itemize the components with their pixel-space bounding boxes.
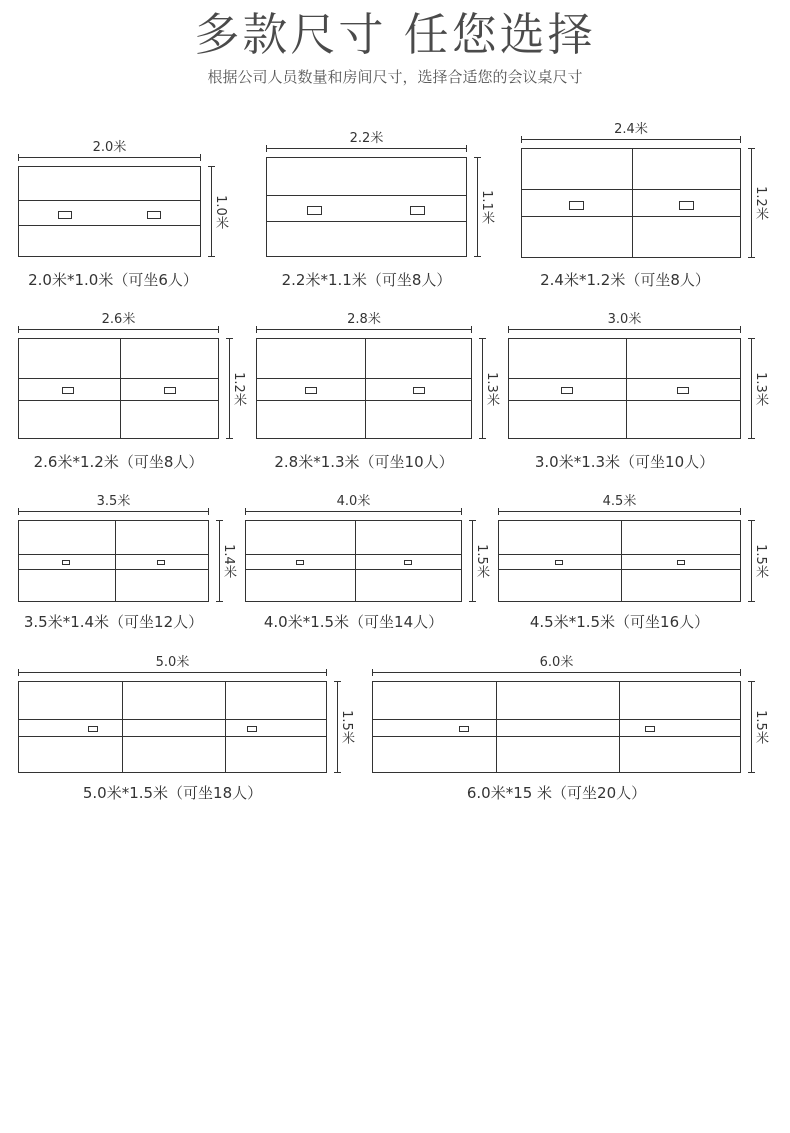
power-outlet: [307, 206, 322, 215]
power-outlet: [247, 726, 257, 732]
dimension-tick: [18, 326, 19, 333]
dimension-line: [229, 338, 230, 439]
table-caption: 5.0米*1.5米（可坐18人）: [82, 784, 263, 802]
dimension-line: [508, 329, 741, 330]
dimension-tick: [216, 601, 223, 602]
table-outline: [266, 157, 467, 257]
table-divider: [267, 195, 466, 196]
section-divider: [120, 339, 121, 438]
dimension-tick: [479, 438, 486, 439]
dimension-tick: [208, 256, 215, 257]
conference-table-11: [372, 655, 768, 773]
table-outline: [508, 338, 741, 439]
dimension-line: [751, 681, 752, 773]
dimension-line: [18, 329, 219, 330]
width-dimension: [18, 312, 219, 334]
table-divider: [499, 554, 740, 555]
power-outlet: [645, 726, 655, 732]
dimension-tick: [18, 154, 19, 161]
dimension-tick: [498, 508, 499, 515]
width-label: 2.0米: [92, 140, 127, 155]
dimension-line: [751, 338, 752, 439]
section-divider: [626, 339, 627, 438]
table-divider: [522, 216, 740, 217]
conference-table-8: [245, 494, 489, 602]
table-outline: [18, 338, 219, 439]
dimension-line: [245, 511, 462, 512]
width-dimension: [18, 655, 327, 677]
dimension-tick: [326, 669, 327, 676]
depth-dimension: [333, 681, 353, 773]
power-outlet: [147, 211, 161, 219]
power-outlet: [569, 201, 584, 210]
depth-dimension: [225, 338, 245, 439]
width-dimension: [18, 140, 201, 162]
table-divider: [19, 400, 218, 401]
dimension-tick: [245, 508, 246, 515]
power-outlet: [410, 206, 425, 215]
table-divider: [522, 189, 740, 190]
dimension-line: [211, 166, 212, 257]
dimension-tick: [461, 508, 462, 515]
width-label: 2.4米: [614, 122, 648, 137]
table-caption: 3.5米*1.4米（可坐12人）: [23, 613, 204, 631]
section-divider: [621, 521, 622, 601]
dimension-tick: [471, 326, 472, 333]
dimension-line: [482, 338, 483, 439]
depth-label: 1.5米: [753, 710, 768, 744]
table-divider: [509, 378, 740, 379]
dimension-tick: [740, 136, 741, 143]
table-caption: 4.5米*1.5米（可坐16人）: [529, 613, 710, 631]
table-outline: [521, 148, 741, 258]
dimension-tick: [200, 154, 201, 161]
power-outlet: [404, 560, 412, 565]
dimension-tick: [521, 136, 522, 143]
conference-table-5: [256, 312, 499, 439]
depth-label: 1.0米: [213, 194, 228, 229]
width-label: 5.0米: [155, 655, 190, 670]
dimension-tick: [479, 338, 486, 339]
dimension-line: [751, 148, 752, 258]
conference-table-10: [18, 655, 354, 773]
dimension-line: [372, 672, 741, 673]
dimension-tick: [372, 669, 373, 676]
table-divider: [19, 736, 326, 737]
width-dimension: [498, 494, 741, 516]
dimension-tick: [208, 166, 215, 167]
depth-label: 1.5米: [474, 544, 489, 578]
width-label: 3.0米: [607, 312, 642, 327]
table-outline: [498, 520, 741, 602]
table-divider: [19, 225, 200, 226]
dimension-tick: [748, 438, 755, 439]
dimension-line: [337, 681, 338, 773]
dimension-tick: [216, 520, 223, 521]
table-divider: [19, 554, 208, 555]
power-outlet: [62, 387, 74, 394]
power-outlet: [164, 387, 176, 394]
power-outlet: [677, 387, 689, 394]
table-divider: [499, 569, 740, 570]
dimension-tick: [226, 438, 233, 439]
depth-dimension: [747, 681, 767, 773]
table-divider: [257, 400, 471, 401]
dimension-tick: [256, 326, 257, 333]
width-dimension: [266, 131, 467, 153]
width-dimension: [508, 312, 741, 334]
power-outlet: [677, 560, 685, 565]
dimension-tick: [334, 681, 341, 682]
width-label: 4.5米: [602, 494, 637, 509]
depth-label: 1.5米: [339, 710, 354, 744]
section-divider: [365, 339, 366, 438]
section-divider: [355, 521, 356, 601]
table-outline: [18, 681, 327, 773]
table-divider: [267, 221, 466, 222]
table-caption: 6.0米*15 米（可坐20人）: [466, 784, 647, 802]
width-dimension: [372, 655, 741, 677]
dimension-line: [472, 520, 473, 602]
width-dimension: [256, 312, 472, 334]
table-divider: [19, 200, 200, 201]
table-divider: [373, 736, 740, 737]
dimension-line: [219, 520, 220, 602]
power-outlet: [561, 387, 573, 394]
dimension-tick: [748, 601, 755, 602]
width-label: 2.2米: [349, 131, 384, 146]
dimension-tick: [748, 681, 755, 682]
section-divider: [619, 682, 620, 772]
dimension-tick: [748, 520, 755, 521]
dimension-tick: [18, 508, 19, 515]
depth-dimension: [468, 520, 488, 602]
dimension-tick: [218, 326, 219, 333]
dimension-tick: [208, 508, 209, 515]
depth-label: 1.3米: [484, 371, 499, 406]
conference-table-1: [18, 140, 228, 257]
width-dimension: [245, 494, 462, 516]
width-dimension: [521, 122, 741, 144]
width-label: 3.5米: [96, 494, 131, 509]
dimension-line: [18, 157, 201, 158]
width-label: 2.8米: [347, 312, 381, 327]
width-label: 4.0米: [336, 494, 371, 509]
dimension-tick: [740, 508, 741, 515]
dimension-tick: [740, 326, 741, 333]
table-divider: [246, 554, 461, 555]
dimension-tick: [226, 338, 233, 339]
table-caption: 4.0米*1.5米（可坐14人）: [263, 613, 444, 631]
table-caption: 2.2米*1.1米（可坐8人）: [281, 271, 452, 289]
dimension-tick: [266, 145, 267, 152]
depth-dimension: [747, 338, 767, 439]
section-divider: [122, 682, 123, 772]
dimension-line: [521, 139, 741, 140]
table-outline: [372, 681, 741, 773]
dimension-tick: [748, 772, 755, 773]
table-caption: 2.0米*1.0米（可坐6人）: [28, 271, 198, 289]
dimension-tick: [748, 338, 755, 339]
dimension-tick: [474, 256, 481, 257]
depth-label: 1.5米: [753, 544, 768, 578]
power-outlet: [555, 560, 563, 565]
table-caption: 2.8米*1.3米（可坐10人）: [274, 453, 454, 471]
dimension-tick: [469, 520, 476, 521]
depth-dimension: [747, 148, 767, 258]
dimension-tick: [466, 145, 467, 152]
section-divider: [632, 149, 633, 257]
table-divider: [19, 569, 208, 570]
table-outline: [245, 520, 462, 602]
dimension-line: [477, 157, 478, 257]
conference-table-7: [18, 494, 236, 602]
section-divider: [115, 521, 116, 601]
table-divider: [19, 719, 326, 720]
table-divider: [509, 400, 740, 401]
page-title: 多款尺寸 任您选择: [194, 8, 596, 61]
conference-table-4: [18, 312, 246, 439]
table-divider: [257, 378, 471, 379]
dimension-line: [18, 511, 209, 512]
depth-dimension: [215, 520, 235, 602]
depth-label: 1.3米: [753, 371, 768, 406]
table-divider: [246, 569, 461, 570]
depth-dimension: [473, 157, 493, 257]
table-caption: 3.0米*1.3米（可坐10人）: [534, 453, 715, 471]
power-outlet: [459, 726, 469, 732]
power-outlet: [88, 726, 98, 732]
dimension-line: [498, 511, 741, 512]
depth-label: 1.2米: [753, 186, 768, 220]
width-label: 6.0米: [539, 655, 574, 670]
page-subtitle: 根据公司人员数量和房间尺寸，选择合适您的会议桌尺寸: [207, 68, 583, 86]
power-outlet: [296, 560, 304, 565]
depth-dimension: [478, 338, 498, 439]
depth-dimension: [207, 166, 227, 257]
width-dimension: [18, 494, 209, 516]
section-divider: [225, 682, 226, 772]
dimension-tick: [18, 669, 19, 676]
dimension-tick: [748, 148, 755, 149]
table-divider: [373, 719, 740, 720]
conference-table-6: [508, 312, 768, 439]
dimension-line: [18, 672, 327, 673]
depth-label: 1.1米: [479, 190, 494, 224]
dimension-tick: [334, 772, 341, 773]
power-outlet: [157, 560, 165, 565]
power-outlet: [305, 387, 317, 394]
dimension-line: [266, 148, 467, 149]
power-outlet: [413, 387, 425, 394]
conference-table-2: [266, 131, 494, 257]
dimension-tick: [474, 157, 481, 158]
power-outlet: [679, 201, 694, 210]
conference-table-9: [498, 494, 768, 602]
depth-dimension: [747, 520, 767, 602]
section-divider: [496, 682, 497, 772]
dimension-line: [256, 329, 472, 330]
conference-table-3: [521, 122, 768, 258]
table-caption: 2.6米*1.2米（可坐8人）: [33, 453, 204, 471]
table-divider: [19, 378, 218, 379]
table-outline: [18, 520, 209, 602]
table-outline: [256, 338, 472, 439]
dimension-tick: [748, 257, 755, 258]
power-outlet: [58, 211, 72, 219]
width-label: 2.6米: [101, 312, 136, 327]
table-caption: 2.4米*1.2米（可坐8人）: [540, 271, 710, 289]
dimension-line: [751, 520, 752, 602]
depth-label: 1.2米: [231, 371, 246, 406]
depth-label: 1.4米: [221, 544, 236, 578]
dimension-tick: [740, 669, 741, 676]
table-outline: [18, 166, 201, 257]
dimension-tick: [508, 326, 509, 333]
power-outlet: [62, 560, 70, 565]
dimension-tick: [469, 601, 476, 602]
